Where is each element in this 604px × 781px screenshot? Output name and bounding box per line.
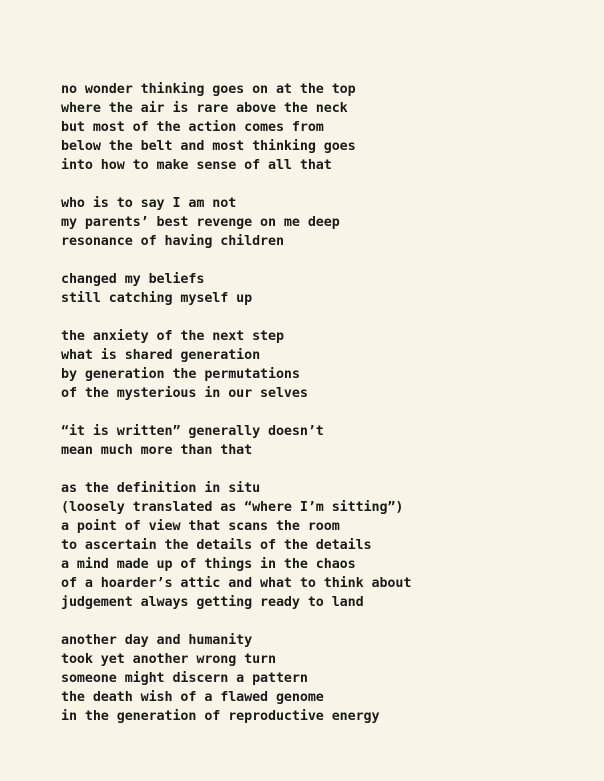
poem-line: the death wish of a flawed genome <box>61 690 324 705</box>
poem-line: no wonder thinking goes on at the top <box>61 82 356 97</box>
poem-line: of the mysterious in our selves <box>61 386 308 401</box>
poem-line: someone might discern a pattern <box>61 671 308 686</box>
poem-line: (loosely translated as “where I’m sitting”) <box>61 500 404 515</box>
stanza-5 <box>61 422 591 460</box>
stanza-1 <box>61 80 591 175</box>
poem-line: to ascertain the details of the details <box>61 538 372 553</box>
poem-line: as the definition in situ <box>61 481 261 496</box>
poem-line: judgement always getting ready to land <box>61 595 364 610</box>
poem-line: by generation the permutations <box>61 367 300 382</box>
poem-line: into how to make sense of all that <box>61 158 332 173</box>
stanza-3 <box>61 270 591 308</box>
stanza-4 <box>61 327 591 403</box>
stanza-7 <box>61 631 591 726</box>
stanza-2 <box>61 194 591 251</box>
stanza-6 <box>61 479 591 612</box>
poem-line: a mind made up of things in the chaos <box>61 557 356 572</box>
poem-line: a point of view that scans the room <box>61 519 340 534</box>
poem-line: of a hoarder’s attic and what to think about <box>61 576 412 591</box>
poem-page <box>61 80 591 745</box>
poem-line: “it is written” generally doesn’t <box>61 424 324 439</box>
poem-line: what is shared generation <box>61 348 261 363</box>
poem-line: the anxiety of the next step <box>61 329 284 344</box>
poem-line: but most of the action comes from <box>61 120 324 135</box>
poem-line: took yet another wrong turn <box>61 652 276 667</box>
poem-line: in the generation of reproductive energy <box>61 709 380 724</box>
poem-line: who is to say I am not <box>61 196 237 211</box>
poem-line: mean much more than that <box>61 443 253 458</box>
poem-line: resonance of having children <box>61 234 284 249</box>
poem-line: where the air is rare above the neck <box>61 101 348 116</box>
poem-line: still catching myself up <box>61 291 253 306</box>
poem-line: my parents’ best revenge on me deep <box>61 215 340 230</box>
poem-line: below the belt and most thinking goes <box>61 139 356 154</box>
poem-line: another day and humanity <box>61 633 253 648</box>
poem-line: changed my beliefs <box>61 272 205 287</box>
